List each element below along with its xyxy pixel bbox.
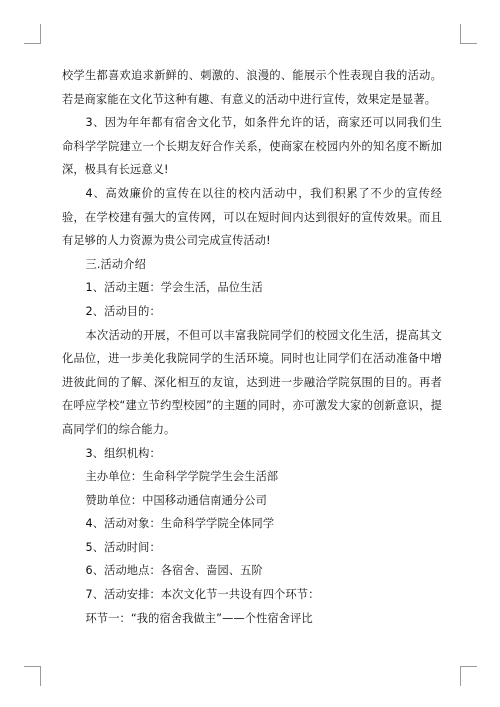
paragraph: 3、因为年年都有宿舍文化节，如条件允许的话，商家还可以同我们生命科学学院建立一个长期友好合作关系，使商家在校园内外的知名度不断加深，极具有长远意义! [62,116,442,177]
crop-mark-top-left [40,24,41,44]
crop-mark-bottom-right [460,666,461,686]
crop-mark-bottom-right [460,666,477,667]
paragraph: 赞助单位：中国移动通信南通分公司 [85,493,267,507]
crop-mark-bottom-left [40,666,41,686]
paragraph: 5、活动时间： [85,540,161,554]
paragraph: 本次活动的开展，不但可以丰富我院同学们的校园文化生活，提高其文化品位，进一步美化我院同学的生活环境。同时也让同学们在活动准备中增进彼此间的了解、深化相互的友谊，达到进一步融洽学院氛围的目的。再者在呼应学校“建立节约型校园”的主题的同时，亦可激发大家的创新意识，提高同学们的综合能力。 [62,328,442,436]
paragraph: 7、活动安排：本次文化节一共设有四个环节： [85,588,320,602]
document-body [62,64,442,630]
section-heading: 三.活动介绍 [85,257,146,271]
crop-mark-top-right [460,43,477,44]
paragraph: 环节一：“我的宿舍我做主”——个性宿舍评比 [85,611,313,625]
paragraph: 4、活动对象：生命科学学院全体同学 [85,517,275,531]
crop-mark-top-left [24,43,41,44]
paragraph: 6、活动地点：各宿舍、啬园、五阶 [85,564,263,578]
paragraph: 2、活动目的： [85,304,161,318]
paragraph: 1、活动主题：学会生活，品位生活 [85,281,263,295]
paragraph: 校学生都喜欢追求新鲜的、刺激的、浪漫的、能展示个性表现自我的活动。若是商家能在文化节这种有趣、有意义的活动中进行宣传，效果定是显著。 [62,69,442,106]
paragraph: 3、组织机构： [85,446,161,460]
crop-mark-bottom-left [24,666,41,667]
crop-mark-top-right [460,24,461,44]
paragraph: 4、高效廉价的宣传在以往的校内活动中，我们积累了不少的宣传经验，在学校建有强大的宣传网，可以在短时间内达到很好的宣传效果。而且有足够的人力资源为贵公司完成宣传活动! [62,186,442,248]
paragraph: 主办单位：生命科学学院学生会生活部 [85,470,279,484]
